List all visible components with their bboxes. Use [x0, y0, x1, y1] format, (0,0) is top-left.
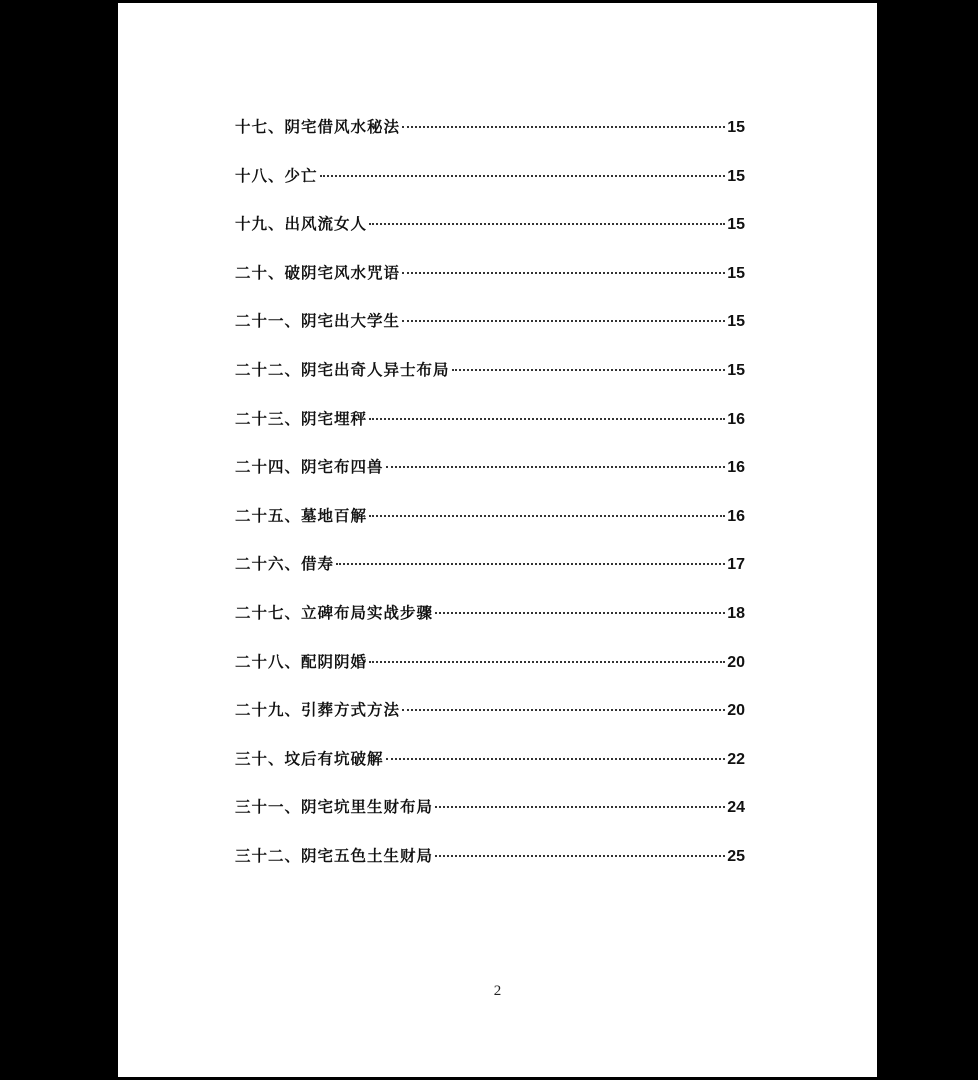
- toc-entry-page: 20: [727, 653, 745, 671]
- toc-dot-leader: [402, 272, 725, 274]
- table-of-contents: [235, 115, 745, 893]
- toc-entry-17[interactable]: [235, 115, 745, 164]
- toc-entry-29[interactable]: [235, 698, 745, 747]
- toc-entry-20[interactable]: [235, 261, 745, 310]
- toc-entry-title: 三十一、阴宅坑里生财布局: [235, 797, 434, 817]
- toc-dot-leader: [320, 175, 726, 177]
- toc-entry-page: 22: [727, 750, 745, 768]
- document-page: [118, 3, 877, 1077]
- toc-entry-page: 15: [727, 167, 745, 185]
- toc-entry-title: 三十二、阴宅五色土生财局: [235, 845, 434, 865]
- toc-entry-title: 二十、破阴宅风水咒语: [235, 262, 401, 282]
- toc-entry-21[interactable]: [235, 309, 745, 358]
- toc-dot-leader: [402, 709, 725, 711]
- toc-entry-title: 二十三、阴宅埋秤: [235, 408, 368, 428]
- toc-entry-title: 十八、少亡: [235, 165, 318, 185]
- toc-entry-page: 16: [727, 410, 745, 428]
- toc-entry-32[interactable]: [235, 844, 745, 893]
- toc-entry-18[interactable]: [235, 164, 745, 213]
- toc-dot-leader: [386, 758, 726, 760]
- toc-entry-25[interactable]: [235, 504, 745, 553]
- toc-dot-leader: [336, 563, 725, 565]
- toc-entry-page: 25: [727, 847, 745, 865]
- page-number: 2: [493, 983, 502, 999]
- toc-entry-page: 15: [727, 119, 745, 136]
- toc-dot-leader: [369, 223, 725, 225]
- toc-entry-title: 三十、坟后有坑破解: [235, 748, 384, 768]
- toc-entry-page: 20: [727, 702, 745, 720]
- toc-entry-title: 二十一、阴宅出大学生: [235, 311, 401, 331]
- toc-entry-page: 16: [727, 507, 745, 525]
- toc-entry-title: 十七、阴宅借风水秘法: [235, 117, 401, 136]
- toc-entry-23[interactable]: [235, 407, 745, 456]
- toc-entry-page: 15: [727, 216, 745, 234]
- toc-entry-title: 二十二、阴宅出奇人异士布局: [235, 359, 450, 379]
- toc-entry-page: 16: [727, 459, 745, 477]
- toc-entry-27[interactable]: [235, 601, 745, 650]
- toc-entry-title: 二十九、引葬方式方法: [235, 700, 401, 720]
- toc-entry-page: 15: [727, 313, 745, 331]
- toc-entry-26[interactable]: [235, 552, 745, 601]
- toc-entry-19[interactable]: [235, 212, 745, 261]
- toc-entry-22[interactable]: [235, 358, 745, 407]
- toc-entry-page: 17: [727, 556, 745, 574]
- toc-entry-page: 15: [727, 264, 745, 282]
- toc-entry-page: 24: [727, 799, 745, 817]
- toc-dot-leader: [369, 661, 725, 663]
- toc-dot-leader: [402, 126, 725, 128]
- toc-dot-leader: [369, 515, 725, 517]
- toc-entry-title: 二十六、借寿: [235, 554, 335, 574]
- toc-entry-28[interactable]: [235, 650, 745, 699]
- toc-dot-leader: [435, 806, 725, 808]
- toc-entry-title: 二十五、墓地百解: [235, 505, 368, 525]
- toc-dot-leader: [402, 320, 725, 322]
- toc-entry-page: 15: [727, 361, 745, 379]
- toc-entry-title: 二十四、阴宅布四兽: [235, 457, 384, 477]
- toc-dot-leader: [369, 418, 725, 420]
- toc-entry-31[interactable]: [235, 795, 745, 844]
- toc-entry-title: 十九、出风流女人: [235, 214, 368, 234]
- toc-entry-24[interactable]: [235, 455, 745, 504]
- toc-dot-leader: [435, 612, 725, 614]
- toc-dot-leader: [452, 369, 726, 371]
- toc-entry-30[interactable]: [235, 747, 745, 796]
- toc-dot-leader: [435, 855, 725, 857]
- toc-dot-leader: [386, 466, 726, 468]
- toc-entry-title: 二十七、立碑布局实战步骤: [235, 602, 434, 622]
- toc-entry-page: 18: [727, 604, 745, 622]
- toc-entry-title: 二十八、配阴阴婚: [235, 651, 368, 671]
